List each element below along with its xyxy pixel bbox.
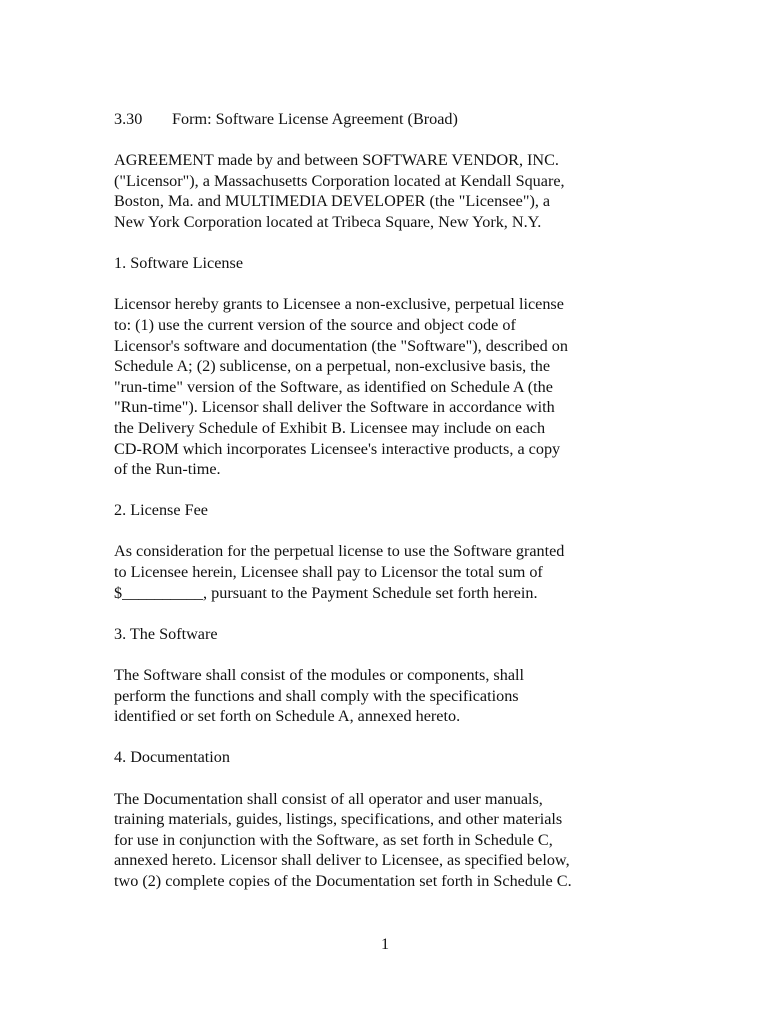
intro-line: Boston, Ma. and MULTIMEDIA DEVELOPER (the "Licensee"), a [114,192,551,211]
body-line: "Run-time"). Licensor shall deliver the Software in accordance with [114,398,555,417]
section-body-software-license [114,294,659,479]
body-line: "run-time" version of the Software, as identified on Schedule A (the [114,377,553,396]
body-line: Schedule A; (2) sublicense, on a perpetual, non-exclusive basis, the [114,357,551,376]
body-line: annexed hereto. Licensor shall deliver to Licensee, as specified below, [114,851,570,870]
body-line: As consideration for the perpetual license to use the Software granted [114,542,565,561]
body-line: to Licensee herein, Licensee shall pay to Licensor the total sum of [114,563,543,582]
body-line: of the Run-time. [114,460,221,479]
section-heading-software-license: 1. Software License [114,254,244,273]
intro-paragraph [114,150,659,232]
page-number: 1 [380,935,390,953]
section-body-license-fee [114,541,659,603]
section-heading-the-software: 3. The Software [114,624,218,643]
body-line: training materials, guides, listings, specifications, and other materials [114,810,563,829]
body-line: perform the functions and shall comply with the specifications [114,686,519,705]
body-line: to: (1) use the current version of the source and object code of [114,315,516,334]
section-heading-documentation: 4. Documentation [114,748,230,767]
document-title: Form: Software License Agreement (Broad) [172,110,458,128]
body-line: Licensor hereby grants to Licensee a non-exclusive, perpetual license [114,295,564,314]
body-line: The Software shall consist of the modules or components, shall [114,666,525,685]
body-line: two (2) complete copies of the Documentation set forth in Schedule C. [114,871,572,890]
intro-line: ("Licensor"), a Massachusetts Corporation located at Kendall Square, [114,171,565,190]
section-number: 3.30 [114,110,143,128]
body-line: for use in conjunction with the Software, as set forth in Schedule C, [114,830,553,849]
body-line: $__________, pursuant to the Payment Schedule set forth herein. [114,583,538,602]
body-line: The Documentation shall consist of all operator and user manuals, [114,789,543,808]
document-body [114,109,659,912]
body-line: CD-ROM which incorporates Licensee's interactive products, a copy [114,439,561,458]
document-title-line [114,109,659,130]
body-line: identified or set forth on Schedule A, annexed hereto. [114,707,461,726]
intro-line: New York Corporation located at Tribeca Square, New York, N.Y. [114,212,542,231]
body-line: the Delivery Schedule of Exhibit B. Licensee may include on each [114,418,546,437]
intro-line: AGREEMENT made by and between SOFTWARE VENDOR, INC. [114,151,559,170]
section-body-documentation [114,789,659,892]
section-body-the-software [114,665,659,727]
section-heading-license-fee: 2. License Fee [114,501,208,520]
body-line: Licensor's software and documentation (the "Software"), described on [114,336,568,355]
